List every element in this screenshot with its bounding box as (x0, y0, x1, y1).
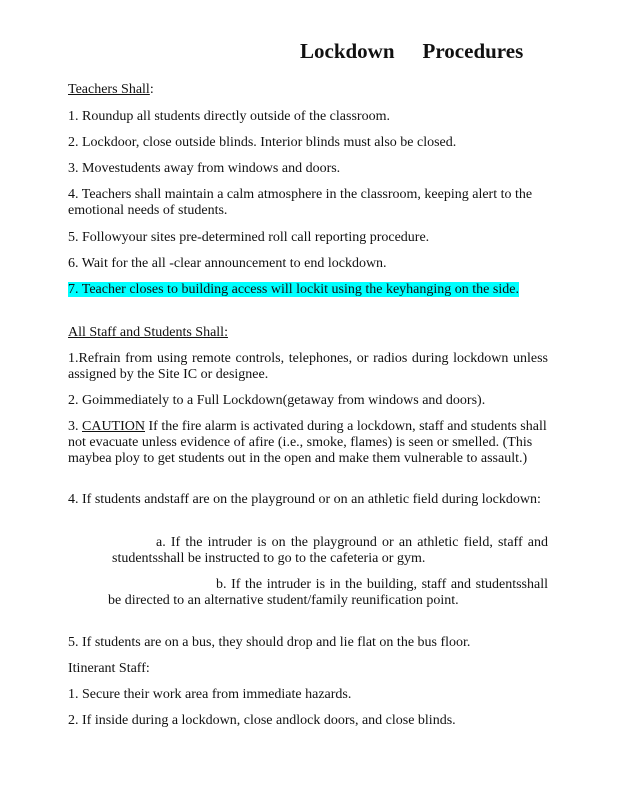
teachers-heading: Teachers Shall: (68, 82, 154, 97)
itinerant-item-2: 2. If inside during a lockdown, close andlock doors, and close blinds. (68, 713, 456, 728)
all-staff-item-4a: a. If the intruder is on the playground or an athletic field, staff and studentsshall be instructed to go to the cafeteria or gym. (112, 535, 548, 566)
all-staff-item-3: 3. CAUTION If the fire alarm is activated during a lockdown, staff and students shall not evacuate unless evidence of afire (i.e., smoke, flames) is seen or smelled. (This maybea ploy to get students out in the open and make them vulnerable to assault.) (68, 419, 547, 466)
teachers-item-7-highlighted (68, 282, 548, 298)
caution-label: CAUTION (82, 419, 145, 434)
all-staff-item-2: 2. Goimmediately to a Full Lockdown(getaway from windows and doors). (68, 393, 486, 408)
title-word-procedures: Procedures (422, 39, 524, 63)
page-title (300, 38, 523, 64)
teachers-item-2: 2. Lockdoor, close outside blinds. Interior blinds must also be closed. (68, 135, 457, 150)
highlighted-text: 7. Teacher closes to building access will lockit using the keyhanging on the side. (68, 282, 519, 297)
title-word-lockdown: Lockdown (300, 39, 395, 63)
all-staff-item-5: 5. If students are on a bus, they should drop and lie flat on the bus floor. (68, 635, 471, 650)
all-staff-item-4: 4. If students andstaff are on the playground or on an athletic field during lockdown: (68, 492, 541, 507)
all-staff-heading: All Staff and Students Shall: (68, 325, 228, 340)
teachers-item-4: 4. Teachers shall maintain a calm atmosphere in the classroom, keeping alert to the emotional needs of students. (68, 187, 533, 218)
teachers-item-5: 5. Followyour sites pre-determined roll call reporting procedure. (68, 230, 430, 245)
all-staff-item-4b: b. If the intruder is in the building, staff and studentsshall be directed to an alternative student/family reunification point. (108, 577, 548, 608)
teachers-item-3: 3. Movestudents away from windows and doors. (68, 161, 341, 176)
all-staff-item-1: 1.Refrain from using remote controls, telephones, or radios during lockdown unless assigned by the Site IC or designee. (68, 351, 548, 382)
teachers-item-6: 6. Wait for the all -clear announcement to end lockdown. (68, 256, 387, 271)
teachers-item-1: 1. Roundup all students directly outside of the classroom. (68, 109, 390, 124)
itinerant-heading: Itinerant Staff: (68, 661, 150, 676)
itinerant-item-1: 1. Secure their work area from immediate hazards. (68, 687, 352, 702)
